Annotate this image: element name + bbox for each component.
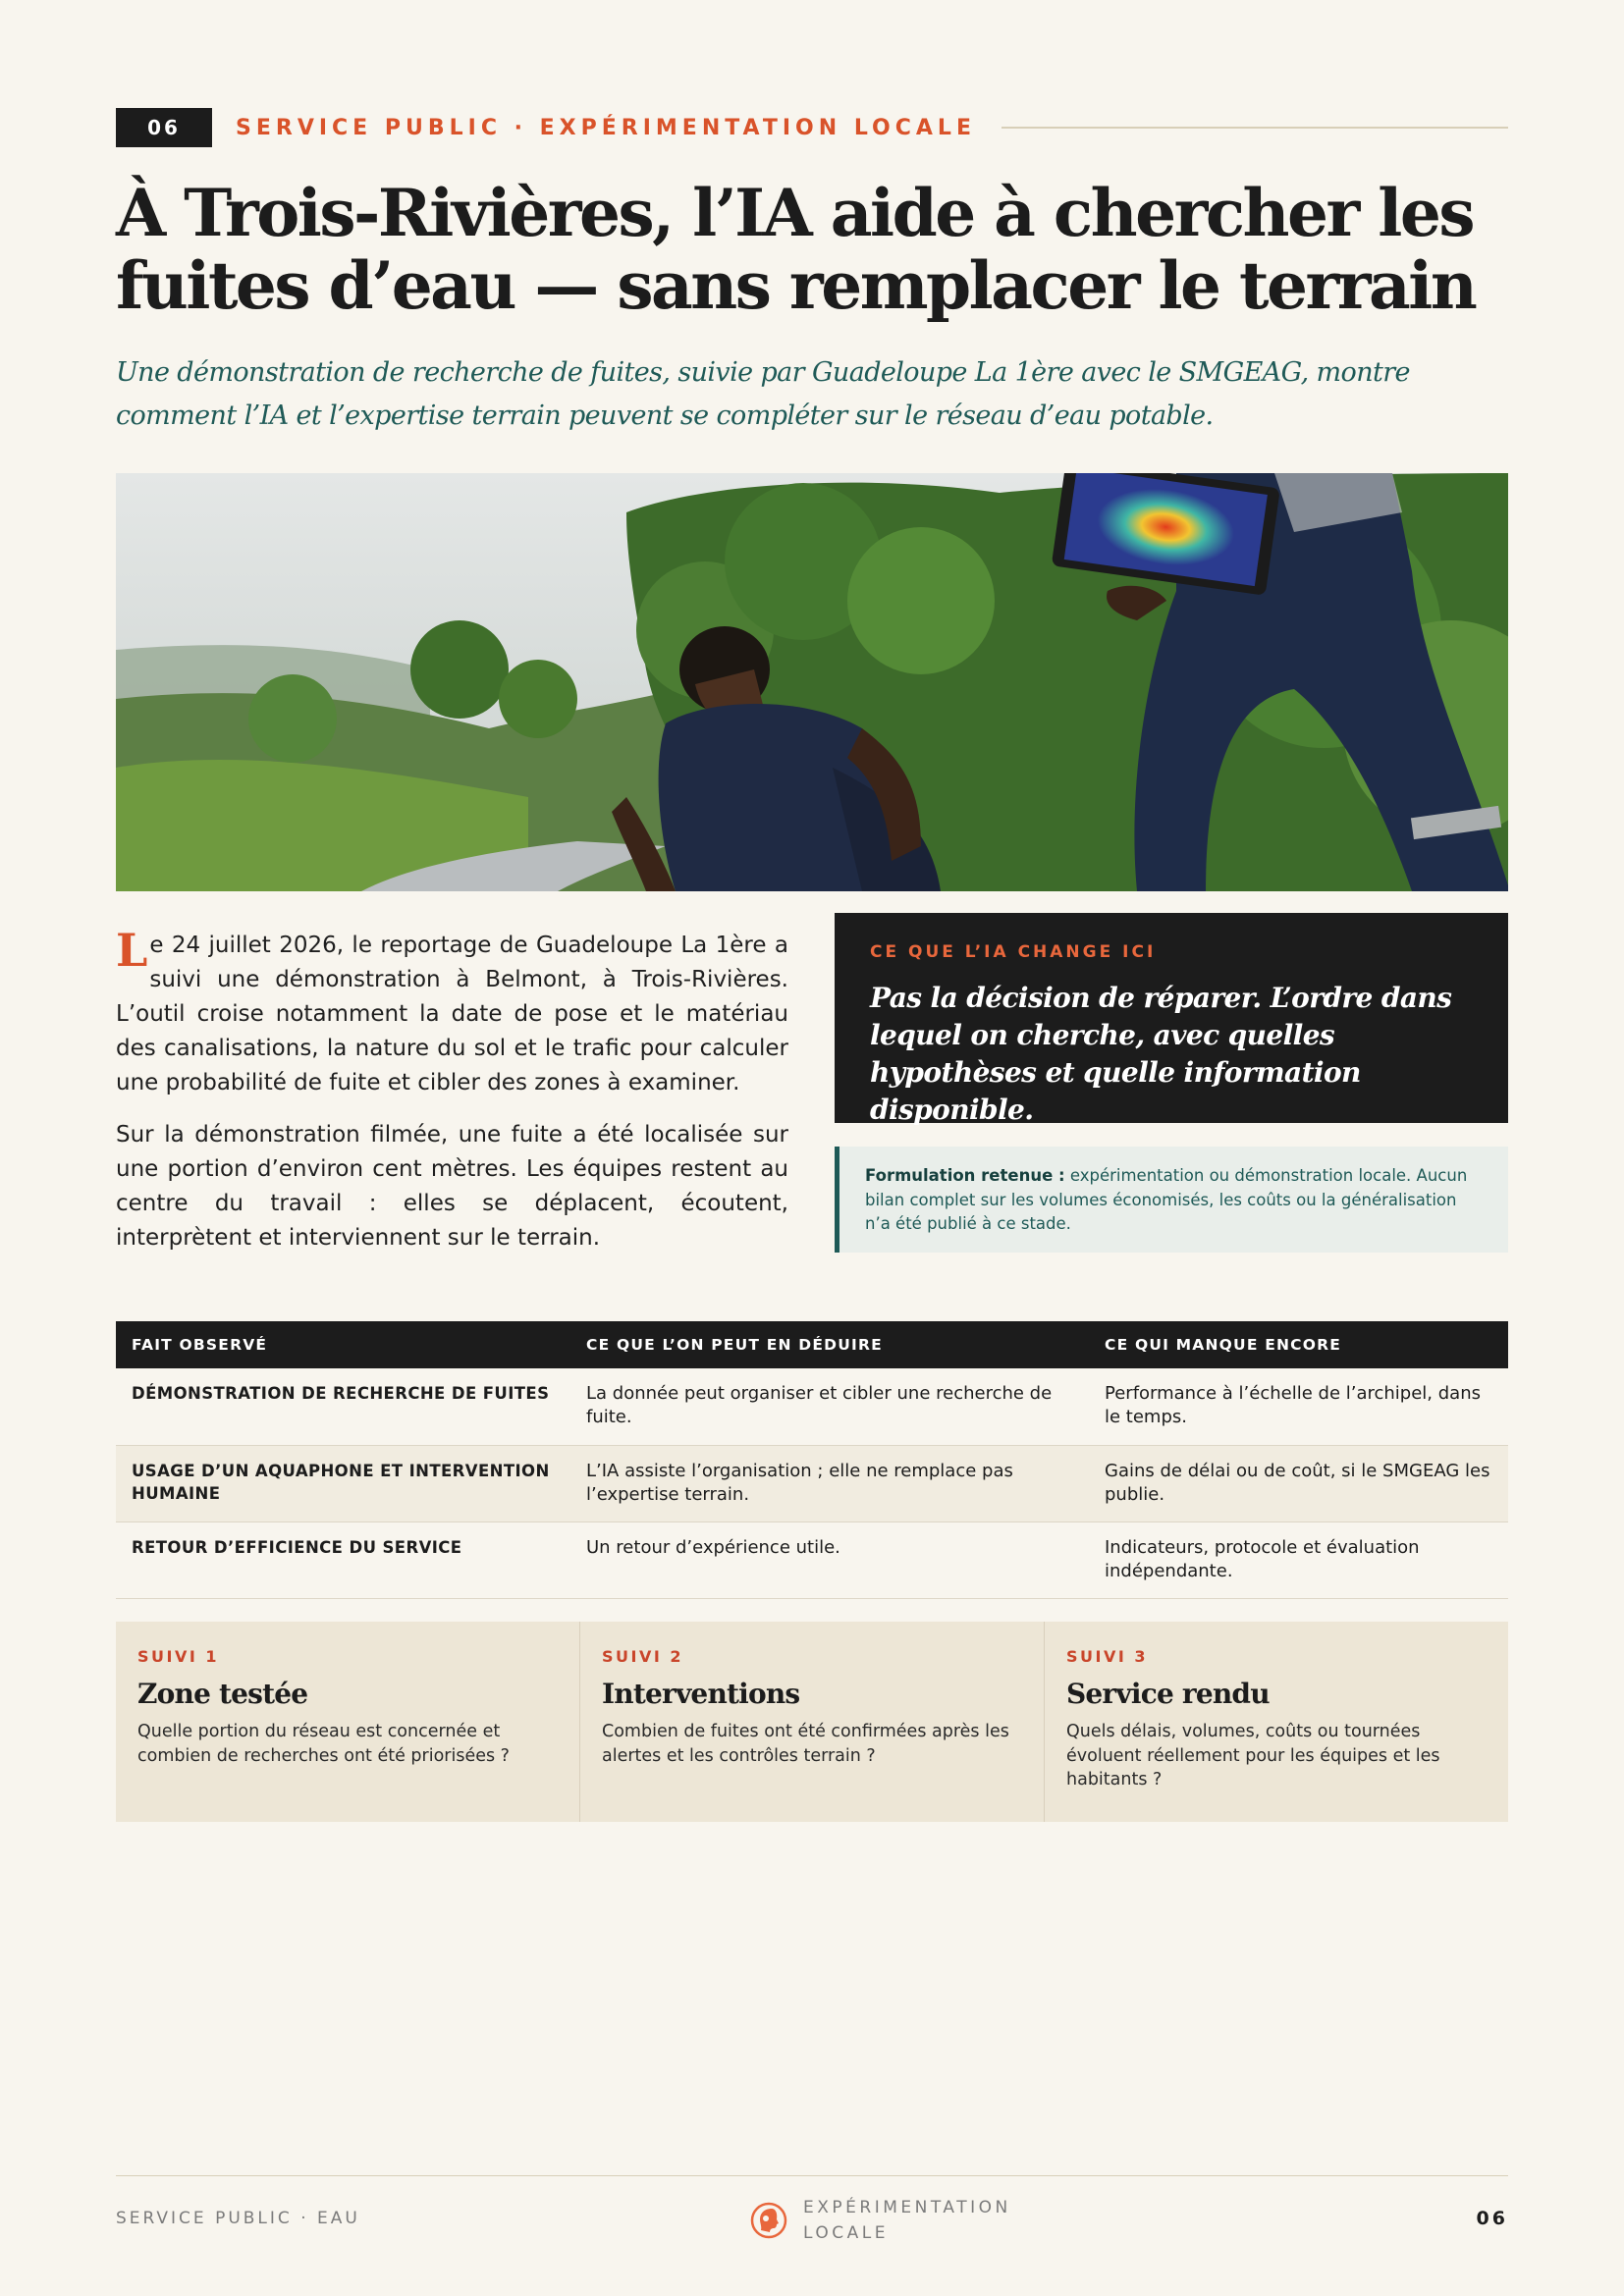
table-cell-deduction: La donnée peut organiser et cibler une recherche de fuite. xyxy=(570,1368,1089,1445)
table-header-missing: CE QUI MANQUE ENCORE xyxy=(1089,1321,1508,1368)
photo-field-technicians-icon xyxy=(116,473,1508,891)
hero-photo xyxy=(116,473,1508,891)
follow-up-card-1 xyxy=(116,1622,580,1822)
table-cell-fact: DÉMONSTRATION DE RECHERCHE DE FUITES xyxy=(116,1368,570,1445)
table-cell-fact: RETOUR D’EFFICIENCE DU SERVICE xyxy=(116,1522,570,1598)
callout-quote: Pas la décision de réparer. L’ordre dans lequel on cherche, avec quelles hypothèses et quelle information disponible. xyxy=(870,982,1452,1126)
footer-brand-label: EXPÉRIMENTATION LOCALE xyxy=(803,2198,1011,2243)
table-cell-deduction: Un retour d’expérience utile. xyxy=(570,1522,1089,1598)
note-label: Formulation retenue : xyxy=(865,1166,1065,1185)
footer-section: SERVICE PUBLIC · EAU xyxy=(116,2209,360,2228)
table-row xyxy=(116,1368,1508,1445)
table-cell-missing: Performance à l’échelle de l’archipel, dans le temps. xyxy=(1089,1368,1508,1445)
body-paragraph-1 xyxy=(116,924,788,1100)
article-body xyxy=(116,924,788,1273)
footer-divider xyxy=(116,2175,1508,2176)
follow-up-description: Combien de fuites ont été confirmées après les alertes et les contrôles terrain ? xyxy=(602,1722,1009,1766)
body-paragraph-1-text: e 24 juillet 2026, le reportage de Guadeloupe La 1ère a suivi une démonstration à Belmont, à Trois-Rivières. L’outil croise notamment la date de pose et le matériau des canalisations, la nature du sol et le trafic pour calculer une probabilité de fuite et cibler des zones à examiner. xyxy=(116,933,788,1095)
follow-up-description: Quels délais, volumes, coûts ou tournées évoluent réellement pour les équipes et les habitants ? xyxy=(1066,1722,1440,1789)
profile-head-logo-icon xyxy=(750,2202,787,2239)
section-number: 06 xyxy=(116,108,212,147)
table-cell-missing: Gains de délai ou de coût, si le SMGEAG les publie. xyxy=(1089,1445,1508,1522)
follow-up-title: Zone testée xyxy=(137,1678,308,1710)
table-cell-missing: Indicateurs, protocole et évaluation indépendante. xyxy=(1089,1522,1508,1598)
note-text: expérimentation ou démonstration locale. Aucun bilan complet sur les volumes économisés, les coûts ou la généralisation n’a été publié à ce stade. xyxy=(865,1166,1468,1233)
section-kicker xyxy=(116,108,1508,147)
page-number: 06 xyxy=(1476,2208,1508,2229)
callout-box xyxy=(835,913,1508,1126)
follow-up-panel xyxy=(116,1622,1508,1822)
facts-table xyxy=(116,1321,1508,1599)
table-header-deduction: CE QUE L’ON PEUT EN DÉDUIRE xyxy=(570,1321,1089,1368)
body-paragraph-2: Sur la démonstration filmée, une fuite a été localisée sur une portion d’environ cent mètres. Les équipes restent au centre du travail : elles se déplacent, écoutent, interprètent et interviennent sur le terrain. xyxy=(116,1122,788,1251)
kicker-divider xyxy=(1001,127,1508,129)
follow-up-card-2 xyxy=(580,1622,1045,1822)
table-cell-deduction: L’IA assiste l’organisation ; elle ne remplace pas l’expertise terrain. xyxy=(570,1445,1089,1522)
follow-up-number: SUIVI 3 xyxy=(1066,1647,1149,1666)
wording-note xyxy=(835,1147,1508,1253)
drop-cap: L xyxy=(116,924,148,977)
follow-up-title: Service rendu xyxy=(1066,1678,1270,1710)
article-standfirst: Une démonstration de recherche de fuites, suivie par Guadeloupe La 1ère avec le SMGEAG, montre comment l’IA et l’expertise terrain peuvent se compléter sur le réseau d’eau potable. xyxy=(116,357,1410,431)
callout-tag: CE QUE L’IA CHANGE ICI xyxy=(870,942,1157,962)
follow-up-number: SUIVI 2 xyxy=(602,1647,684,1666)
table-cell-fact: USAGE D’UN AQUAPHONE ET INTERVENTION HUMAINE xyxy=(116,1445,570,1522)
table-header-fact: FAIT OBSERVÉ xyxy=(116,1321,570,1368)
table-header-row xyxy=(116,1321,1508,1368)
footer-brand xyxy=(750,2195,1029,2246)
follow-up-description: Quelle portion du réseau est concernée et combien de recherches ont été priorisées ? xyxy=(137,1722,510,1766)
article-headline: À Trois-Rivières, l’IA aide à chercher les fuites d’eau — sans remplacer le terrain xyxy=(116,175,1476,324)
follow-up-number: SUIVI 1 xyxy=(137,1647,220,1666)
table-row xyxy=(116,1522,1508,1598)
table-row xyxy=(116,1445,1508,1522)
follow-up-title: Interventions xyxy=(602,1678,800,1710)
follow-up-card-3 xyxy=(1045,1622,1508,1822)
section-label: SERVICE PUBLIC · EXPÉRIMENTATION LOCALE xyxy=(236,115,976,140)
